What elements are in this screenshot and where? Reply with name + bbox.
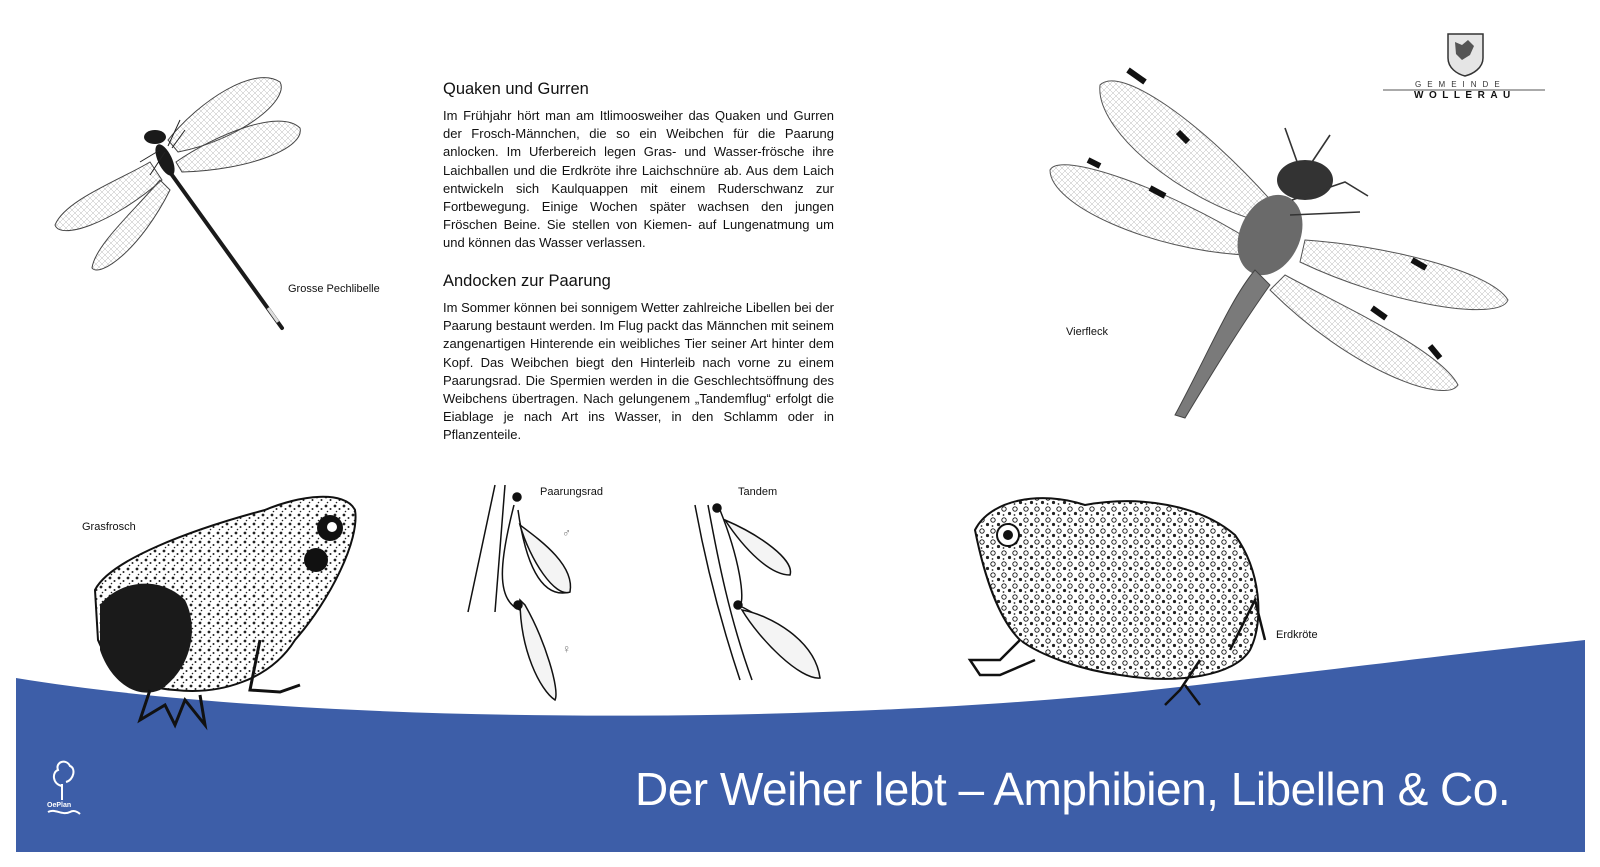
caption-dragonfly: Vierfleck	[1066, 326, 1108, 338]
section-heading: Quaken und Gurren	[443, 80, 589, 98]
damselfly-illustration	[55, 78, 300, 328]
brand-label: OePlan	[47, 802, 72, 809]
toad-illustration	[970, 498, 1265, 705]
caption-damselfly: Grosse Pechlibelle	[288, 283, 380, 295]
tandem-illustration	[695, 504, 820, 680]
caption-tandem: Tandem	[738, 486, 778, 498]
footer-title: Der Weiher lebt – Amphibien, Libellen & Co.	[635, 763, 1511, 815]
logo-line1: GEMEINDE	[1415, 80, 1506, 89]
mating-wheel-illustration	[468, 485, 570, 700]
section-heading: Andocken zur Paarung	[443, 272, 611, 290]
caption-mating-wheel: Paarungsrad	[540, 486, 603, 498]
caption-frog: Grasfrosch	[82, 521, 136, 533]
section-body: Im Frühjahr hört man am Itlimoosweiher das Quaken und Gurren der Frosch-Männchen, die so ein Weibchen für die Paarung anlocken. Im Uferbereich legen Gras- und Wasser-frösche ihre Laichballen und die Erdkröte ihre Laichschnüre ab. Aus dem Laich entwickeln sich Kaulquappen mit einem Ruderschwanz zur Fortbewegung. Einige Wochen später wachsen den jungen Fröschen Beine. Sie stellen von Kiemen- auf Lungenatmung um und können das Wasser verlassen.	[443, 108, 834, 251]
section-body: Im Sommer können bei sonnigem Wetter zahlreiche Libellen bei der Paarung bestaunt werden. Im Flug packt das Männchen mit seinem zangenartigen Hinterende ein weibliches Tier seiner Art hinter dem Kopf. Das Weibchen biegt den Hinterleib nach vorne zu einem Paarungsrad. Die Spermien werden in die Geschlechtsöffnung des Weibchens übertragen. Nach gelungenem „Tandemflug“ erfolgt die Eiablage je nach Art ins Wasser, in den Schlamm oder in Pflanzenteile.	[443, 300, 834, 443]
section-quaken	[443, 80, 834, 253]
section-andocken	[443, 272, 834, 445]
dragonfly-illustration	[1050, 70, 1508, 418]
caption-toad: Erdkröte	[1276, 629, 1318, 641]
logo-line2: WOLLERAU	[1414, 90, 1516, 101]
coat-of-arms-icon	[1448, 34, 1483, 76]
male-symbol: ♂	[562, 526, 571, 540]
female-symbol: ♀	[562, 642, 571, 656]
